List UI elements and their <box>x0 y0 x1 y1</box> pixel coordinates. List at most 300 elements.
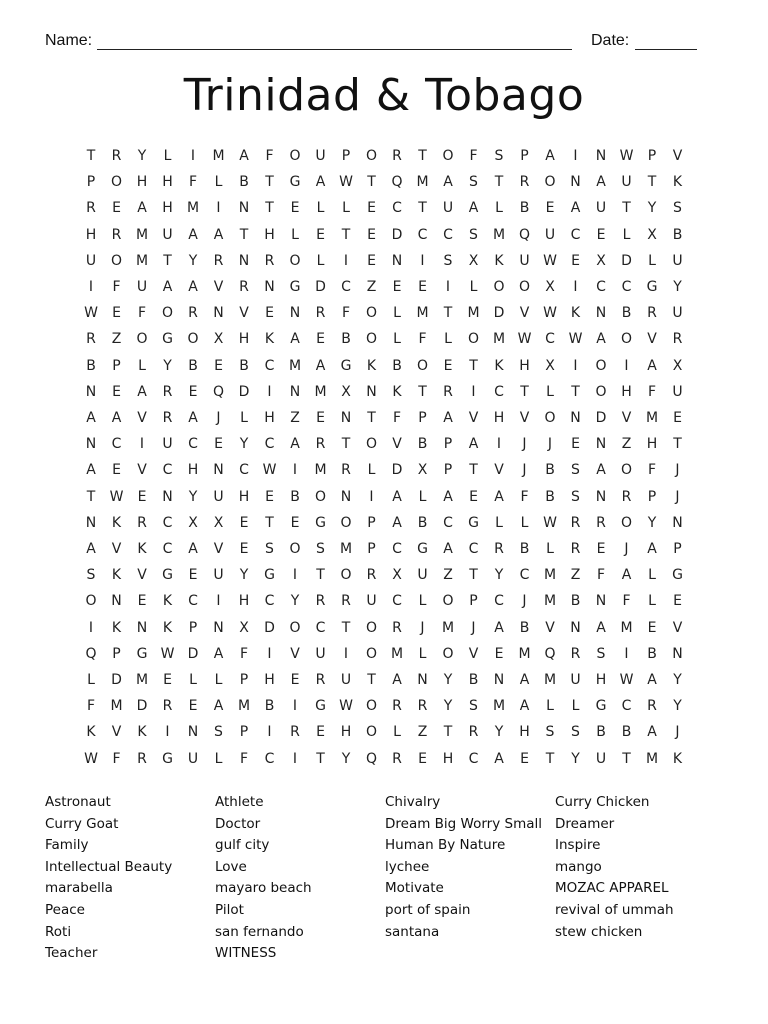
grid-letter: N <box>289 305 301 322</box>
grid-letter: L <box>214 174 223 191</box>
grid-letter: A <box>213 645 224 662</box>
grid-letter: X <box>417 462 428 479</box>
grid-letter: A <box>596 619 606 636</box>
grid-letter: I <box>573 148 578 164</box>
grid-letter: G <box>315 698 326 715</box>
grid-letter: R <box>264 252 275 269</box>
grid-letter: W <box>84 305 98 322</box>
grid-letter: F <box>137 305 147 322</box>
grid-row <box>78 353 690 379</box>
grid-letter: K <box>137 541 147 557</box>
grid-letter: O <box>595 357 607 374</box>
grid-letter: Z <box>290 410 300 426</box>
grid-letter: A <box>545 148 555 164</box>
grid-letter: V <box>494 462 504 479</box>
grid-letter: T <box>265 514 274 531</box>
grid-letter: V <box>213 541 224 557</box>
grid-letter: I <box>573 357 578 374</box>
grid-letter: H <box>646 436 658 453</box>
grid-letter: B <box>519 541 530 557</box>
grid-letter: W <box>543 252 557 269</box>
grid-letter: P <box>188 619 198 636</box>
grid-letter: Y <box>188 488 198 505</box>
grid-letter: U <box>544 226 556 243</box>
grid-letter: I <box>139 436 145 453</box>
grid-letter: F <box>188 174 198 191</box>
grid-letter: D <box>315 279 326 295</box>
grid-letter: B <box>239 357 249 374</box>
word-list-item: mango <box>555 858 602 875</box>
grid-letter: P <box>341 148 351 164</box>
grid-letter: V <box>392 436 402 453</box>
grid-row <box>78 588 690 614</box>
grid-letter: J <box>547 436 553 453</box>
grid-letter: E <box>265 488 274 505</box>
grid-letter: H <box>238 488 250 505</box>
grid-letter: O <box>620 462 633 479</box>
grid-letter: E <box>112 383 121 400</box>
word-list-item: marabella <box>45 880 113 897</box>
grid-letter: F <box>86 698 96 715</box>
grid-letter: W <box>568 331 583 348</box>
grid-letter: X <box>468 252 479 269</box>
grid-letter: E <box>137 593 147 610</box>
grid-letter: H <box>595 672 607 688</box>
grid-letter: N <box>238 252 250 269</box>
grid-letter: L <box>316 252 325 269</box>
grid-letter: U <box>340 672 352 688</box>
grid-letter: R <box>315 593 326 610</box>
grid-row <box>78 510 690 536</box>
grid-letter: C <box>570 226 581 243</box>
grid-letter: J <box>675 724 680 741</box>
grid-letter: A <box>443 541 453 557</box>
grid-letter: E <box>596 226 606 243</box>
grid-letter: E <box>290 200 300 217</box>
grid-letter: X <box>239 619 249 636</box>
grid-letter: I <box>573 279 578 295</box>
grid-letter: V <box>137 462 147 479</box>
grid-letter: N <box>366 383 377 400</box>
grid-letter: O <box>340 567 352 584</box>
grid-letter: V <box>137 567 147 584</box>
grid-letter: W <box>619 148 634 164</box>
grid-letter: W <box>517 331 532 348</box>
grid-letter: X <box>213 514 224 531</box>
grid-row <box>78 405 690 431</box>
grid-letter: R <box>570 541 581 557</box>
grid-letter: R <box>315 305 326 322</box>
grid-letter: A <box>111 410 122 426</box>
word-list-item: lychee <box>385 858 430 875</box>
grid-letter: R <box>341 462 351 479</box>
grid-letter: I <box>624 357 629 374</box>
grid-letter: B <box>392 357 402 374</box>
grid-letter: F <box>265 148 274 164</box>
grid-letter: Z <box>443 567 453 584</box>
grid-letter: N <box>85 383 97 400</box>
grid-letter: J <box>675 462 680 479</box>
grid-letter: T <box>418 383 427 400</box>
grid-letter: N <box>391 252 403 269</box>
grid-letter: R <box>392 148 402 164</box>
grid-row <box>78 562 690 588</box>
grid-letter: V <box>468 410 479 426</box>
grid-letter: Y <box>239 436 249 453</box>
grid-letter: E <box>188 698 198 715</box>
grid-row <box>78 379 690 405</box>
grid-letter: X <box>213 331 224 348</box>
grid-letter: W <box>619 672 634 688</box>
grid-letter: Y <box>443 672 453 688</box>
grid-letter: U <box>187 750 199 767</box>
grid-letter: D <box>621 252 632 269</box>
grid-letter: D <box>187 645 199 662</box>
grid-letter: N <box>595 305 607 322</box>
grid-letter: C <box>494 593 504 610</box>
grid-letter: I <box>267 383 272 400</box>
grid-letter: B <box>290 488 300 505</box>
grid-letter: H <box>264 410 275 426</box>
grid-letter: K <box>570 305 581 322</box>
grid-letter: E <box>265 305 274 322</box>
grid-letter: T <box>647 174 657 191</box>
word-list-item: Family <box>45 837 89 854</box>
grid-letter: M <box>186 200 200 217</box>
grid-letter: M <box>314 462 327 479</box>
grid-letter: A <box>647 541 657 557</box>
word-list-item: Doctor <box>215 815 261 832</box>
grid-row <box>78 169 690 195</box>
grid-letter: H <box>136 174 148 191</box>
grid-letter: L <box>214 750 223 767</box>
grid-letter: Y <box>163 357 172 374</box>
grid-letter: E <box>494 645 504 662</box>
grid-letter: A <box>443 410 453 426</box>
grid-letter: J <box>522 436 527 453</box>
grid-letter: U <box>442 200 454 217</box>
grid-letter: E <box>112 200 121 217</box>
word-list-item: Curry Chicken <box>555 794 650 810</box>
grid-letter: L <box>138 357 146 374</box>
grid-letter: K <box>494 357 504 374</box>
grid-letter: O <box>365 148 378 164</box>
grid-row <box>78 431 690 457</box>
grid-letter: O <box>365 305 378 322</box>
grid-letter: U <box>136 279 148 295</box>
grid-letter: C <box>443 514 453 531</box>
grid-letter: X <box>341 383 351 400</box>
grid-letter: A <box>519 698 530 715</box>
grid-letter: B <box>86 357 96 374</box>
grid-letter: R <box>213 252 224 269</box>
grid-letter: T <box>86 148 96 164</box>
grid-letter: J <box>420 619 425 636</box>
grid-letter: G <box>162 750 173 767</box>
grid-letter: W <box>160 645 175 662</box>
grid-letter: Z <box>366 279 377 295</box>
grid-letter: O <box>340 514 352 531</box>
grid-letter: B <box>417 514 428 531</box>
grid-letter: E <box>290 672 300 688</box>
grid-letter: U <box>621 174 632 191</box>
grid-letter: L <box>418 593 427 610</box>
grid-letter: B <box>341 331 351 348</box>
grid-letter: F <box>392 410 402 426</box>
grid-letter: D <box>391 462 403 479</box>
grid-row <box>78 641 690 667</box>
grid-letter: B <box>596 724 606 741</box>
grid-letter: U <box>672 305 683 322</box>
grid-letter: R <box>672 331 683 348</box>
grid-row <box>78 143 690 169</box>
grid-letter: G <box>646 279 658 295</box>
grid-letter: I <box>267 724 272 741</box>
grid-letter: H <box>621 383 632 400</box>
grid-letter: D <box>111 672 122 688</box>
grid-letter: O <box>289 148 301 164</box>
grid-letter: X <box>647 226 657 243</box>
grid-letter: P <box>367 514 376 531</box>
grid-letter: D <box>391 226 403 243</box>
grid-letter: P <box>86 174 96 191</box>
grid-letter: S <box>469 226 478 243</box>
grid-letter: I <box>267 645 272 662</box>
grid-letter: V <box>111 724 122 741</box>
grid-letter: E <box>188 383 198 400</box>
grid-letter: H <box>162 200 173 217</box>
grid-letter: Y <box>673 279 682 295</box>
grid-letter: W <box>339 174 353 191</box>
grid-letter: N <box>136 619 148 636</box>
grid-letter: C <box>519 567 530 584</box>
grid-letter: L <box>87 672 95 688</box>
grid-letter: R <box>162 383 173 400</box>
grid-letter: A <box>315 174 326 191</box>
grid-letter: M <box>339 541 353 557</box>
grid-letter: U <box>162 226 173 243</box>
grid-letter: Z <box>417 724 428 741</box>
grid-letter: N <box>595 593 607 610</box>
grid-letter: Y <box>647 514 657 531</box>
grid-letter: G <box>162 331 173 348</box>
grid-letter: L <box>469 279 478 295</box>
grid-letter: A <box>647 724 657 741</box>
grid-letter: M <box>543 567 557 584</box>
grid-letter: N <box>85 514 97 531</box>
grid-letter: N <box>238 200 250 217</box>
grid-letter: K <box>672 750 683 767</box>
grid-letter: T <box>469 567 478 584</box>
grid-letter: L <box>393 331 401 348</box>
grid-letter: C <box>621 279 632 295</box>
word-list-item: Roti <box>45 923 72 940</box>
grid-row <box>78 693 690 719</box>
grid-letter: M <box>416 174 429 191</box>
grid-letter: W <box>84 750 98 767</box>
grid-letter: G <box>595 698 607 715</box>
grid-letter: H <box>85 226 97 243</box>
grid-letter: S <box>214 724 223 741</box>
grid-letter: A <box>86 541 96 557</box>
grid-letter: O <box>289 619 301 636</box>
word-list-item: Astronaut <box>45 794 111 810</box>
grid-letter: O <box>365 698 378 715</box>
word-list-item: Love <box>215 858 247 875</box>
grid-letter: A <box>468 436 479 453</box>
grid-letter: J <box>624 541 629 557</box>
grid-letter: A <box>290 331 300 348</box>
grid-letter: L <box>495 200 503 217</box>
grid-letter: E <box>443 357 453 374</box>
grid-letter: M <box>543 593 557 610</box>
grid-letter: X <box>545 279 555 295</box>
grid-letter: E <box>647 619 657 636</box>
grid-letter: N <box>417 672 428 688</box>
grid-letter: F <box>469 148 478 164</box>
grid-letter: C <box>417 226 428 243</box>
grid-letter: K <box>366 357 377 374</box>
grid-letter: N <box>595 436 607 453</box>
grid-letter: I <box>88 279 94 295</box>
grid-letter: I <box>292 462 298 479</box>
grid-letter: V <box>468 645 479 662</box>
grid-letter: M <box>620 619 633 636</box>
grid-letter: L <box>393 724 401 741</box>
grid-letter: B <box>621 305 632 322</box>
grid-letter: U <box>595 200 607 217</box>
grid-letter: A <box>519 672 530 688</box>
grid-letter: N <box>213 462 224 479</box>
grid-letter: N <box>595 488 607 505</box>
grid-letter: M <box>492 331 506 348</box>
grid-letter: L <box>444 331 452 348</box>
grid-letter: L <box>367 462 376 479</box>
grid-letter: M <box>314 383 327 400</box>
header-line <box>45 32 705 54</box>
grid-letter: E <box>673 593 682 610</box>
grid-letter: O <box>416 357 429 374</box>
grid-letter: J <box>522 462 527 479</box>
date-label: Date: <box>591 32 630 49</box>
grid-letter: R <box>392 619 402 636</box>
grid-letter: X <box>392 567 402 584</box>
grid-letter: P <box>673 541 682 557</box>
grid-letter: H <box>519 724 530 741</box>
grid-letter: X <box>545 357 555 374</box>
grid-letter: E <box>163 672 172 688</box>
grid-letter: W <box>109 488 124 505</box>
grid-letter: S <box>596 645 606 662</box>
grid-row <box>78 484 690 510</box>
grid-letter: F <box>647 462 657 479</box>
grid-letter: K <box>111 514 122 531</box>
grid-letter: C <box>315 619 326 636</box>
grid-letter: M <box>135 226 149 243</box>
grid-letter: B <box>264 698 275 715</box>
grid-letter: O <box>595 383 607 400</box>
grid-letter: L <box>648 593 656 610</box>
grid-letter: G <box>315 514 326 531</box>
grid-letter: X <box>188 514 198 531</box>
grid-letter: D <box>238 383 250 400</box>
grid-letter: S <box>265 541 274 557</box>
grid-letter: A <box>290 436 300 453</box>
grid-letter: E <box>367 200 376 217</box>
grid-letter: C <box>545 331 555 348</box>
grid-letter: R <box>162 410 173 426</box>
grid-letter: V <box>672 619 683 636</box>
grid-letter: K <box>392 383 402 400</box>
grid-letter: R <box>188 305 198 322</box>
grid-letter: R <box>290 724 300 741</box>
grid-letter: V <box>672 148 683 164</box>
grid-letter: R <box>647 305 657 322</box>
grid-letter: A <box>596 174 606 191</box>
grid-letter: R <box>519 174 530 191</box>
grid-letter: R <box>137 514 147 531</box>
grid-letter: A <box>137 200 147 217</box>
grid-letter: T <box>341 226 351 243</box>
grid-row <box>78 457 690 483</box>
grid-letter: M <box>492 698 506 715</box>
grid-row <box>78 615 690 641</box>
grid-letter: C <box>239 462 249 479</box>
grid-letter: Y <box>571 750 580 767</box>
grid-letter: Y <box>443 698 453 715</box>
grid-letter: E <box>418 750 427 767</box>
grid-letter: E <box>239 514 249 531</box>
grid-letter: C <box>341 279 351 295</box>
grid-letter: O <box>518 279 531 295</box>
grid-letter: L <box>571 698 580 715</box>
grid-letter: A <box>137 383 147 400</box>
word-list-column <box>45 792 213 965</box>
grid-letter: B <box>239 174 249 191</box>
grid-letter: L <box>622 226 631 243</box>
grid-letter: D <box>493 305 505 322</box>
name-label: Name: <box>45 32 93 49</box>
grid-letter: G <box>162 567 173 584</box>
grid-letter: E <box>290 514 300 531</box>
grid-letter: R <box>621 488 632 505</box>
grid-letter: B <box>621 724 632 741</box>
grid-letter: T <box>545 750 555 767</box>
grid-letter: N <box>289 383 301 400</box>
grid-letter: C <box>443 226 453 243</box>
grid-letter: R <box>366 567 377 584</box>
grid-letter: L <box>648 567 656 584</box>
grid-letter: P <box>367 541 376 557</box>
grid-letter: U <box>162 436 173 453</box>
word-list-item: Dream Big Worry Small <box>385 815 542 832</box>
grid-letter: T <box>163 252 172 269</box>
grid-letter: T <box>622 200 631 217</box>
grid-letter: Y <box>290 593 300 610</box>
grid-row <box>78 248 690 274</box>
grid-letter: L <box>418 488 427 505</box>
grid-letter: Z <box>621 436 632 453</box>
grid-letter: S <box>316 541 325 557</box>
grid-letter: P <box>647 488 657 505</box>
grid-letter: V <box>137 410 147 426</box>
grid-letter: F <box>520 488 529 505</box>
grid-letter: T <box>316 567 325 584</box>
grid-letter: R <box>111 148 122 164</box>
grid-letter: S <box>469 174 478 191</box>
grid-letter: O <box>289 252 301 269</box>
grid-letter: R <box>570 514 581 531</box>
